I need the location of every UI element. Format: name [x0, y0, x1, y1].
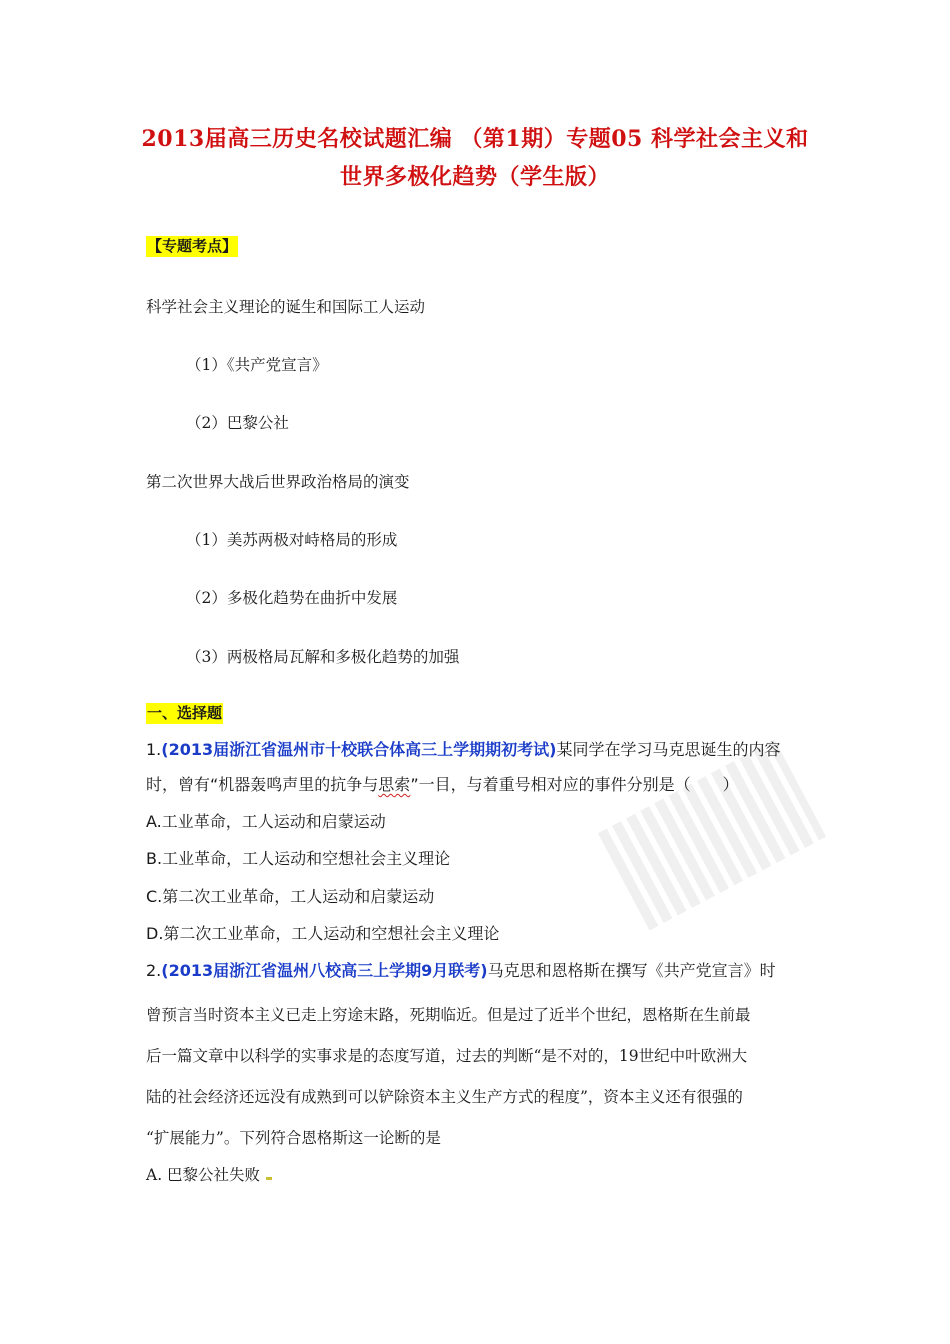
- question-2-paragraph-line: 曾预言当时资本主义已走上穷途末路，死期临近。但是过了近半个世纪，恩格斯在生前最: [146, 1006, 751, 1024]
- section-heading: 一、选择题: [147, 704, 223, 722]
- topic-2-item-2: （2）多极化趋势在曲折中发展: [186, 589, 398, 607]
- question-1-option-a: A.工业革命，工人运动和启蒙运动: [146, 812, 386, 831]
- question-1-stem-b-wavy: 思索: [378, 775, 411, 794]
- edit-marker-icon: [266, 1177, 272, 1180]
- topic-2-item-3: （3）两极格局瓦解和多极化趋势的加强: [186, 648, 460, 666]
- watermark-graphic: [598, 739, 826, 930]
- question-1-line-1: [146, 737, 780, 760]
- question-2-option-a: A. 巴黎公社失败: [146, 1166, 261, 1184]
- topic-1-item-1: （1）《共产党宣言》: [186, 356, 328, 374]
- question-1-source: (2013届浙江省温州市十校联合体高三上学期期初考试): [161, 740, 557, 759]
- question-1-stem-b-pre: 时，曾有“机器轰鸣声里的抗争与: [146, 775, 379, 794]
- question-2-option-a-line: [146, 1163, 272, 1185]
- question-1-option-c: C.第二次工业革命，工人运动和启蒙运动: [146, 887, 435, 906]
- exam-points-heading: 【专题考点】: [147, 237, 238, 255]
- topic-1: 科学社会主义理论的诞生和国际工人运动: [146, 298, 426, 316]
- page-title-line2: 世界多极化趋势（学生版）: [339, 164, 610, 190]
- question-1-option-b: B.工业革命，工人运动和空想社会主义理论: [146, 849, 451, 868]
- topic-1-item-2: （2）巴黎公社: [186, 414, 289, 432]
- question-1-stem-b-post: ”一目，与着重号相对应的事件分别是（ ）: [410, 775, 739, 794]
- question-1-number: 1.: [146, 740, 162, 759]
- question-2-number: 2.: [146, 961, 162, 980]
- question-2-paragraph-line: “扩展能力”。下列符合恩格斯这一论断的是: [146, 1129, 441, 1147]
- question-2-paragraph-line: 陆的社会经济还远没有成熟到可以铲除资本主义生产方式的程度”，资本主义还有很强的: [146, 1088, 743, 1106]
- page-title-line1: 2013届高三历史名校试题汇编 （第1期）专题05 科学社会主义和: [141, 126, 809, 152]
- question-1-line-2: [146, 772, 739, 795]
- question-2-line-1: [146, 958, 776, 981]
- question-2-stem-a: 马克思和恩格斯在撰写《共产党宣言》时: [487, 961, 776, 980]
- topic-2-item-1: （1）美苏两极对峙格局的形成: [186, 531, 398, 549]
- question-2-paragraph-line: 后一篇文章中以科学的实事求是的态度写道，过去的判断“是不对的，19世纪中叶欧洲大: [146, 1047, 748, 1065]
- question-2-source: (2013届浙江省温州八校高三上学期9月联考): [161, 961, 488, 980]
- question-1-option-d: D.第二次工业革命，工人运动和空想社会主义理论: [146, 924, 500, 943]
- topic-2: 第二次世界大战后世界政治格局的演变: [146, 473, 410, 491]
- question-1-stem-a: 某同学在学习马克思诞生的内容: [556, 740, 781, 759]
